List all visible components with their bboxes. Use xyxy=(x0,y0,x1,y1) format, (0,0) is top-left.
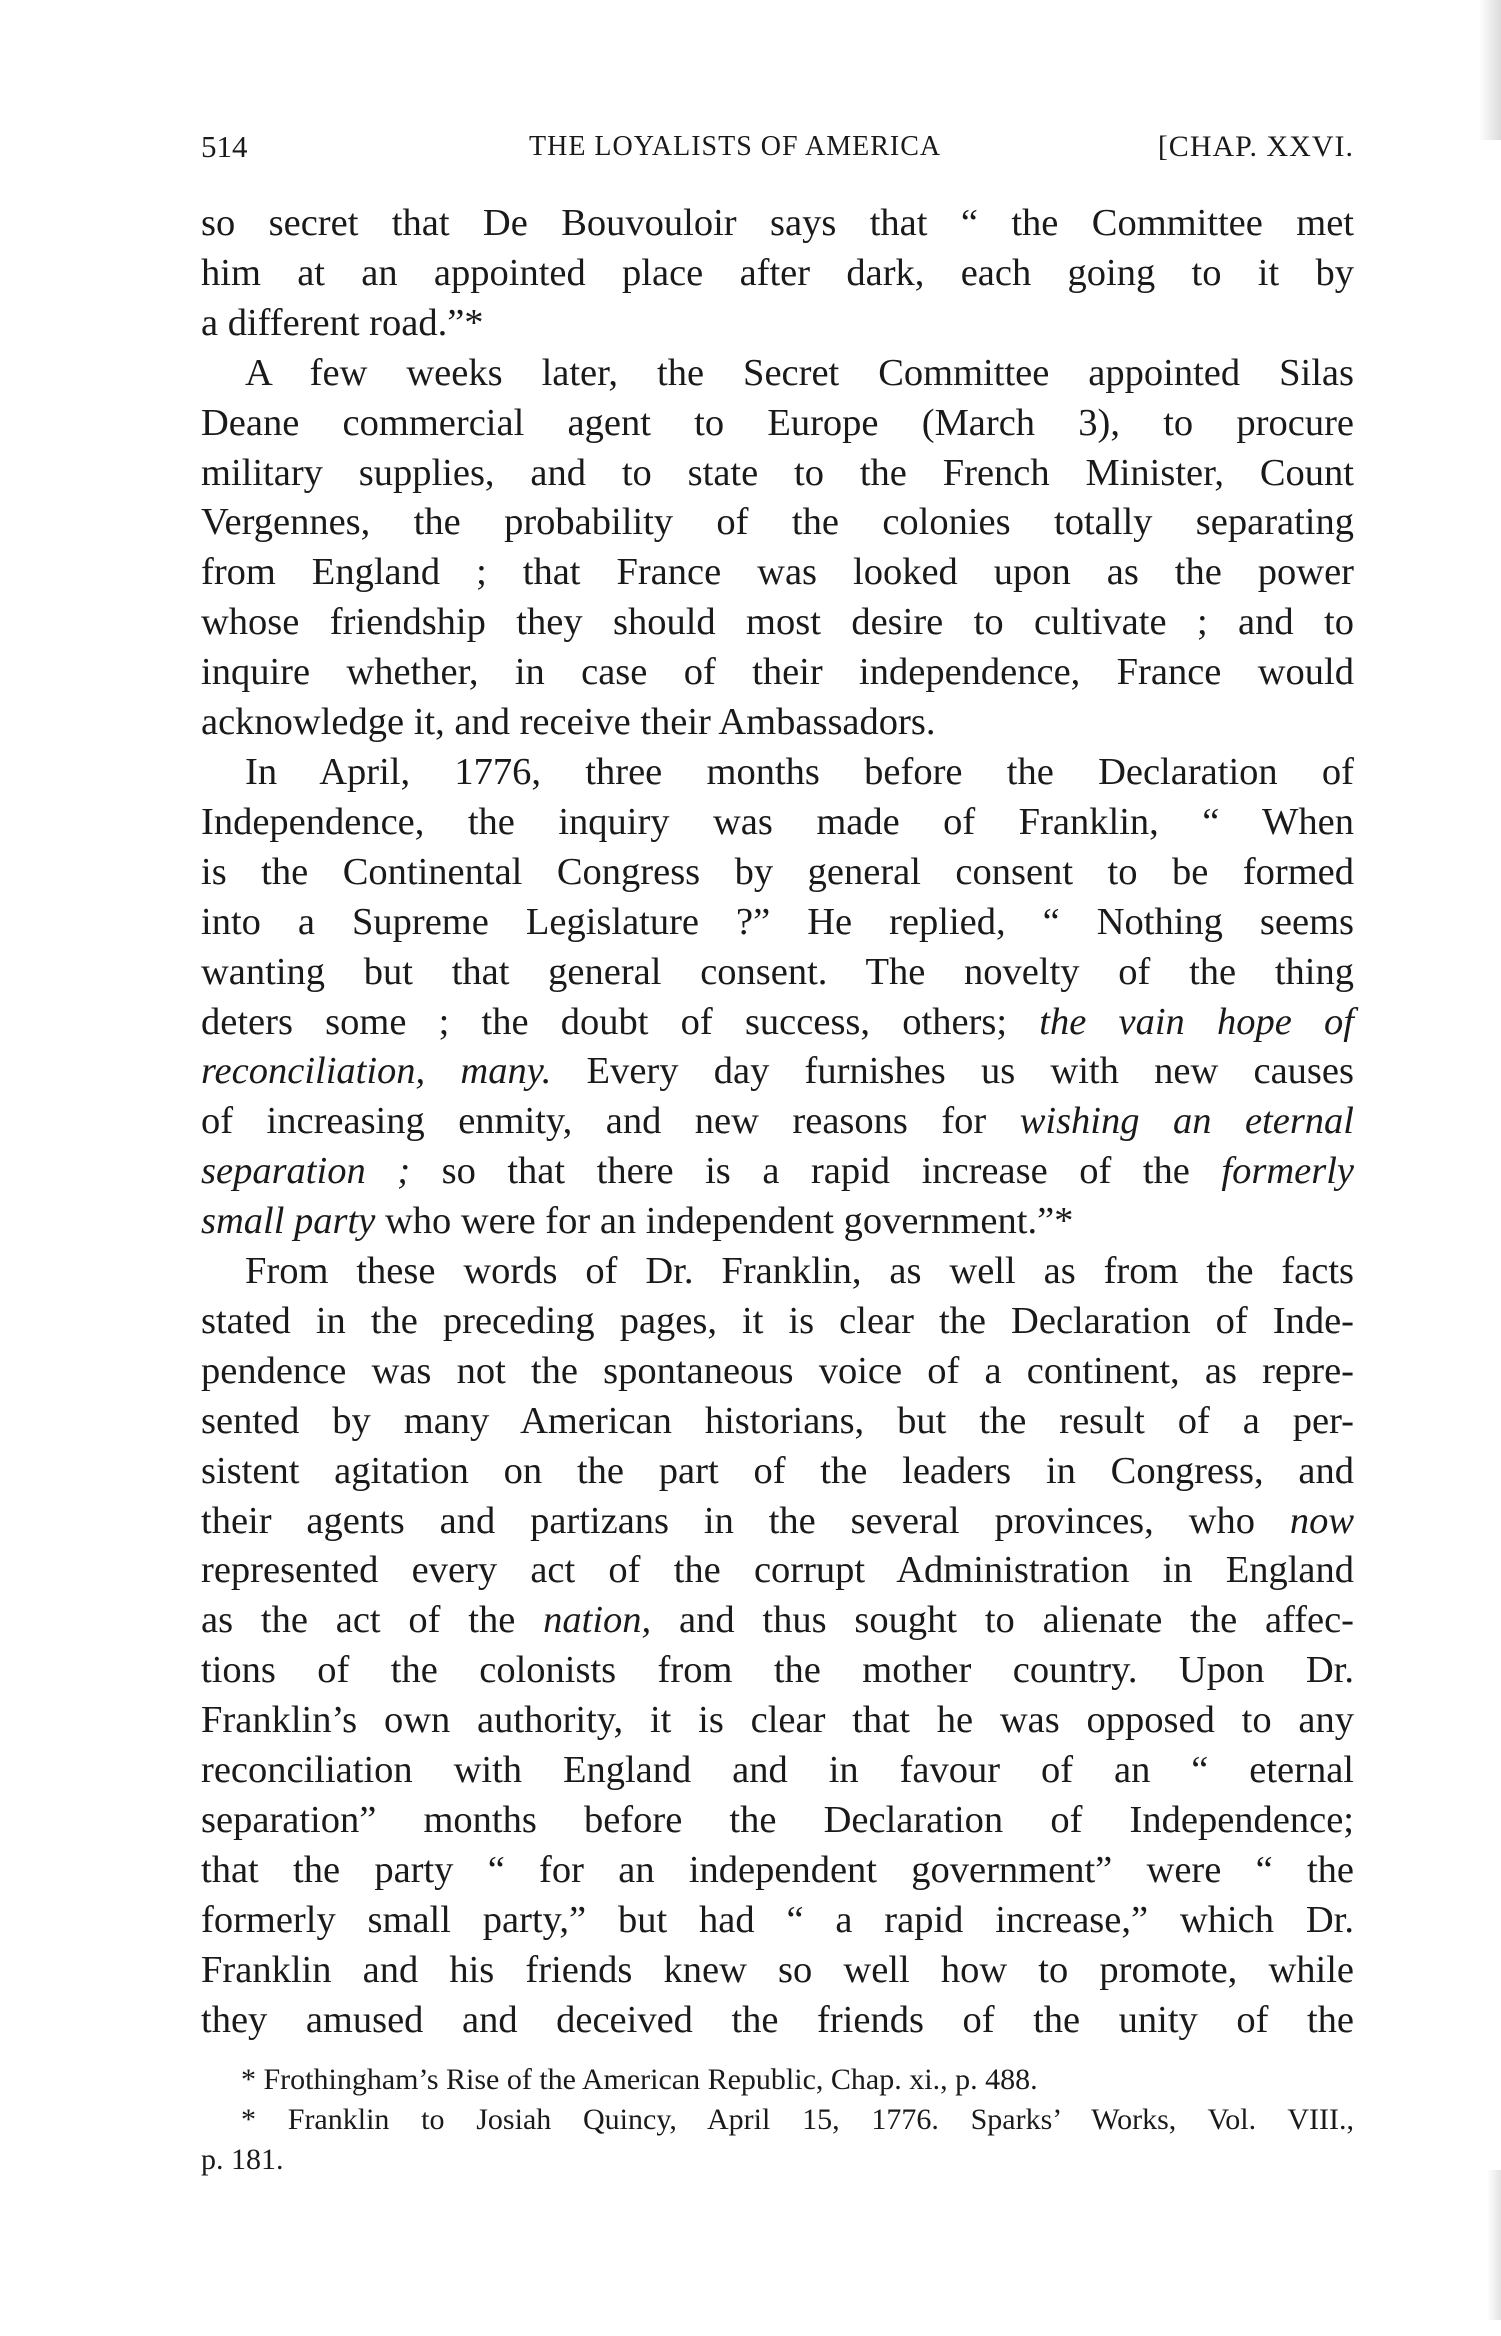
text-segment: they amused and deceived the friends of the unity of the xyxy=(201,1998,1354,2041)
text-line xyxy=(201,1297,1354,1347)
text-segment: as the act of the xyxy=(201,1599,544,1642)
text-segment: pendence was not the spontaneous voice of a continent, as repre- xyxy=(201,1349,1354,1392)
text-segment: inquire whether, in case of their independence, France would xyxy=(201,651,1354,694)
text-line xyxy=(201,199,1354,249)
text-line xyxy=(201,1696,1354,1746)
chapter-label: [CHAP. XXVI. xyxy=(1157,130,1354,163)
text-line xyxy=(201,1796,1354,1846)
footnote-1: * Frothingham’s Rise of the American Republic, Chap. xi., p. 488. xyxy=(241,2063,1038,2096)
text-line xyxy=(201,998,1354,1048)
text-line xyxy=(201,648,1354,698)
body-text xyxy=(201,199,1354,2046)
text-line xyxy=(201,1846,1354,1896)
text-line xyxy=(201,498,1354,548)
text-segment: A few weeks later, the Secret Committee appointed Silas xyxy=(245,351,1354,394)
text-segment: represented every act of the corrupt Administration in England xyxy=(201,1549,1354,1592)
page-number: 514 xyxy=(201,129,248,164)
text-segment: tions of the colonists from the mother country. Upon Dr. xyxy=(201,1649,1354,1692)
italic-text: small party xyxy=(201,1200,376,1243)
text-segment: From these words of Dr. Franklin, as well as from the facts xyxy=(245,1250,1354,1293)
text-segment: him at an appointed place after dark, each going to it by xyxy=(201,251,1354,294)
text-line xyxy=(201,548,1354,598)
text-line xyxy=(201,1347,1354,1397)
italic-text: formerly xyxy=(1221,1150,1354,1193)
text-line xyxy=(201,948,1354,998)
text-line xyxy=(201,249,1354,299)
text-segment: sented by many American historians, but the result of a per- xyxy=(201,1399,1354,1442)
text-line xyxy=(201,1497,1354,1547)
text-segment: military supplies, and to state to the French Minister, Count xyxy=(201,451,1354,494)
text-line xyxy=(201,1946,1354,1996)
text-segment: so secret that De Bouvouloir says that “ the Committee met xyxy=(201,202,1354,244)
text-segment: Vergennes, the probability of the colonies totally separating xyxy=(201,501,1354,544)
text-line xyxy=(201,1447,1354,1497)
italic-text: now xyxy=(1289,1499,1354,1542)
text-line xyxy=(201,299,1354,349)
text-line xyxy=(201,349,1354,399)
text-segment: and thus sought to alienate the affec- xyxy=(651,1599,1354,1642)
text-line xyxy=(201,1546,1354,1596)
running-title: THE LOYALISTS OF AMERICA xyxy=(529,131,942,162)
footnote-2-continuation: p. 181. xyxy=(201,2143,284,2176)
text-line xyxy=(201,598,1354,648)
text-segment: stated in the preceding pages, it is clear the Declaration of Inde- xyxy=(201,1299,1354,1342)
footnotes xyxy=(201,2060,1354,2180)
text-line xyxy=(201,848,1354,898)
text-line xyxy=(201,399,1354,449)
text-line xyxy=(201,1147,1354,1197)
text-segment: of increasing enmity, and new reasons for xyxy=(201,1100,1020,1143)
text-segment: Deane commercial agent to Europe (March 3), to procure xyxy=(201,401,1354,444)
text-segment: deters some ; the doubt of success, others; xyxy=(201,1000,1040,1043)
text-segment: wanting but that general consent. The novelty of the thing xyxy=(201,950,1354,993)
text-segment: In April, 1776, three months before the Declaration of xyxy=(245,750,1354,793)
text-line xyxy=(201,1397,1354,1447)
text-line xyxy=(201,798,1354,848)
text-segment: separation” months before the Declaration of Independence; xyxy=(201,1799,1354,1841)
text-segment: acknowledge it, and receive their Ambassadors. xyxy=(201,701,936,744)
italic-text: the vain hope of xyxy=(1039,1000,1354,1043)
text-line xyxy=(201,1596,1354,1646)
text-segment: a different road.”* xyxy=(201,301,484,344)
text-segment: Franklin and his friends knew so well how to promote, while xyxy=(201,1948,1354,1991)
text-segment: whose friendship they should most desire to cultivate ; and to xyxy=(201,601,1354,644)
text-line xyxy=(201,1197,1354,1247)
text-segment: from England ; that France was looked upon as the power xyxy=(201,551,1354,594)
text-segment: their agents and partizans in the several provinces, who xyxy=(201,1499,1290,1542)
text-line xyxy=(201,1996,1354,2046)
text-segment: so that there is a rapid increase of the xyxy=(410,1150,1222,1193)
running-header xyxy=(201,122,1354,172)
text-line xyxy=(201,1746,1354,1796)
text-line xyxy=(201,1047,1354,1097)
text-line xyxy=(201,1247,1354,1297)
scan-edge-shadow xyxy=(1479,0,1501,140)
italic-text: reconciliation, many. xyxy=(201,1050,552,1093)
italic-text: nation, xyxy=(543,1599,652,1642)
text-line xyxy=(201,1097,1354,1147)
text-line xyxy=(201,748,1354,798)
text-segment: Independence, the inquiry was made of Franklin, “ When xyxy=(201,800,1354,843)
text-segment: is the Continental Congress by general consent to be formed xyxy=(201,850,1354,893)
text-segment: Every day furnishes us with new causes xyxy=(551,1050,1354,1093)
text-line xyxy=(201,1896,1354,1946)
italic-text: separation ; xyxy=(201,1150,411,1193)
text-segment: reconciliation with England and in favour of an “ eternal xyxy=(201,1749,1354,1792)
italic-text: wishing an eternal xyxy=(1019,1100,1354,1143)
text-segment: who were for an independent government.”* xyxy=(375,1200,1074,1243)
text-segment: that the party “ for an independent government” were “ the xyxy=(201,1848,1354,1891)
text-line xyxy=(201,898,1354,948)
text-line xyxy=(201,1646,1354,1696)
text-segment: sistent agitation on the part of the leaders in Congress, and xyxy=(201,1449,1354,1492)
text-line xyxy=(201,698,1354,748)
text-segment: into a Supreme Legislature ?” He replied, “ Nothing seems xyxy=(201,900,1354,943)
text-segment: Franklin’s own authority, it is clear that he was opposed to any xyxy=(201,1699,1354,1742)
scan-edge-shadow-lower xyxy=(1487,2170,1501,2320)
footnote-2: * Franklin to Josiah Quincy, April 15, 1776. Sparks’ Works, Vol. VIII., xyxy=(241,2103,1354,2136)
text-segment: formerly small party,” but had “ a rapid increase,” which Dr. xyxy=(201,1898,1354,1941)
text-line xyxy=(201,449,1354,499)
